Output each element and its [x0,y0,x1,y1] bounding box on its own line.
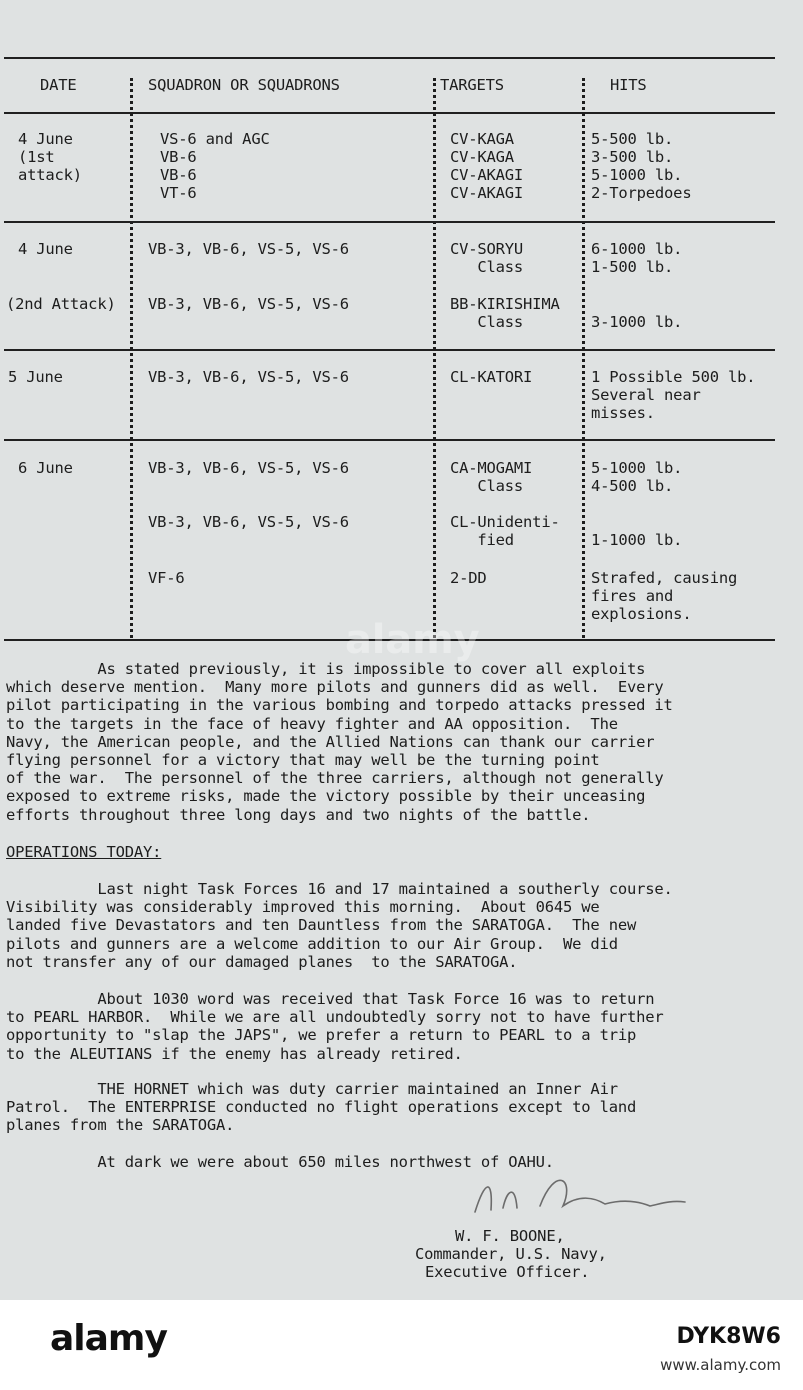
cell-hits: 3-500 lb. [591,148,674,166]
header-bottom-rule [4,112,775,114]
cell-hits: 5-500 lb. [591,130,674,148]
cell-hits: fires and [591,587,674,605]
cell-squadron: VB-3, VB-6, VS-5, VS-6 [148,295,349,313]
cell-date: 5 June [8,368,63,386]
cell-target: CV-AKAGI [450,166,524,184]
watermark-text: alamy [345,617,480,663]
paragraph-operations: Last night Task Forces 16 and 17 maintained a southerly course. Visibility was considerably improved this morning. About 0645 we landed five Devastators and ten Dauntless from the SARATOGA. The new pilots and gunners are a welcome addition to our Air Group. We did not transfer any of our damaged planes to the SARATOGA. [6,880,673,971]
cell-target: CV-SORYU [450,240,524,258]
signature-name: W. F. BOONE, [455,1227,565,1245]
cell-target: 2-DD [450,569,487,587]
column-separator [433,78,436,638]
cell-squadron: VB-6 [160,166,197,184]
cell-squadron: VF-6 [148,569,185,587]
handwritten-signature [445,1170,695,1230]
signature-rank: Commander, U.S. Navy, [415,1245,607,1263]
signature-title: Executive Officer. [425,1263,590,1281]
paragraph-position: At dark we were about 650 miles northwest of OAHU. [6,1153,554,1171]
section-rule [4,349,775,351]
cell-squadron: VB-3, VB-6, VS-5, VS-6 [148,513,349,531]
image-id: DYK8W6 [676,1324,781,1349]
cell-date: (2nd Attack) [6,295,116,313]
cell-hits: 3-1000 lb. [591,313,683,331]
cell-target: CL-Unidenti- [450,513,560,531]
cell-target: BB-KIRISHIMA [450,295,560,313]
cell-hits: 1-500 lb. [591,258,674,276]
cell-hits: Strafed, causing [591,569,738,587]
cell-squadron: VB-3, VB-6, VS-5, VS-6 [148,368,349,386]
cell-target: Class [450,313,524,331]
cell-date: attack) [18,166,82,184]
cell-date: (1st [18,148,55,166]
brand-logo: alamy [50,1318,167,1359]
cell-squadron: VT-6 [160,184,197,202]
cell-hits: 6-1000 lb. [591,240,683,258]
paragraph-exploits: As stated previously, it is impossible to cover all exploits which deserve mention. Many more pilots and gunners did as well. Every pilot participating in the various bombing and torpedo attacks pressed it to the targets in the face of heavy fighter and AA opposition. The Navy, the American people, and the Allied Nations can thank our carrier flying personnel for a victory that may well be the turning point of the war. The personnel of the three carriers, although not generally exposed to extreme risks, made the victory possible by their unceasing efforts throughout three long days and two nights of the battle. [6,660,673,824]
cell-date: 4 June [18,240,73,258]
header-targets: TARGETS [440,76,504,94]
cell-date: 6 June [18,459,73,477]
cell-squadron: VS-6 and AGC [160,130,270,148]
cell-date: 4 June [18,130,73,148]
cell-target: fied [450,531,514,549]
cell-target: CA-MOGAMI [450,459,533,477]
cell-hits: 1-1000 lb. [591,531,683,549]
cell-squadron: VB-3, VB-6, VS-5, VS-6 [148,240,349,258]
cell-hits: 5-1000 lb. [591,166,683,184]
header-squadrons: SQUADRON OR SQUADRONS [148,76,340,94]
section-heading-operations: OPERATIONS TODAY: [6,843,162,861]
footer-url: www.alamy.com [660,1356,781,1374]
cell-target: CV-KAGA [450,148,514,166]
cell-target: Class [450,258,524,276]
cell-hits: explosions. [591,605,692,623]
cell-hits: 2-Torpedoes [591,184,692,202]
cell-hits: 5-1000 lb. [591,459,683,477]
paragraph-hornet: THE HORNET which was duty carrier maintained an Inner Air Patrol. The ENTERPRISE conducted no flight operations except to land planes from the SARATOGA. [6,1080,637,1135]
header-date: DATE [40,76,77,94]
cell-target: CV-KAGA [450,130,514,148]
cell-hits: misses. [591,404,655,422]
section-rule [4,439,775,441]
column-separator [582,78,585,638]
stock-footer [0,1300,803,1390]
paragraph-pearl-harbor: About 1030 word was received that Task Force 16 was to return to PEARL HARBOR. While we are all undoubtedly sorry not to have further opportunity to "slap the JAPS", we prefer a return to PEARL to a trip to the ALEUTIANS if the enemy has already retired. [6,990,664,1063]
table-top-rule [4,57,775,59]
column-separator [130,78,133,638]
cell-hits: 4-500 lb. [591,477,674,495]
cell-target: Class [450,477,524,495]
cell-squadron: VB-6 [160,148,197,166]
section-rule [4,221,775,223]
cell-hits: Several near [591,386,701,404]
cell-hits: 1 Possible 500 lb. [591,368,756,386]
cell-squadron: VB-3, VB-6, VS-5, VS-6 [148,459,349,477]
cell-target: CL-KATORI [450,368,533,386]
header-hits: HITS [610,76,647,94]
cell-target: CV-AKAGI [450,184,524,202]
